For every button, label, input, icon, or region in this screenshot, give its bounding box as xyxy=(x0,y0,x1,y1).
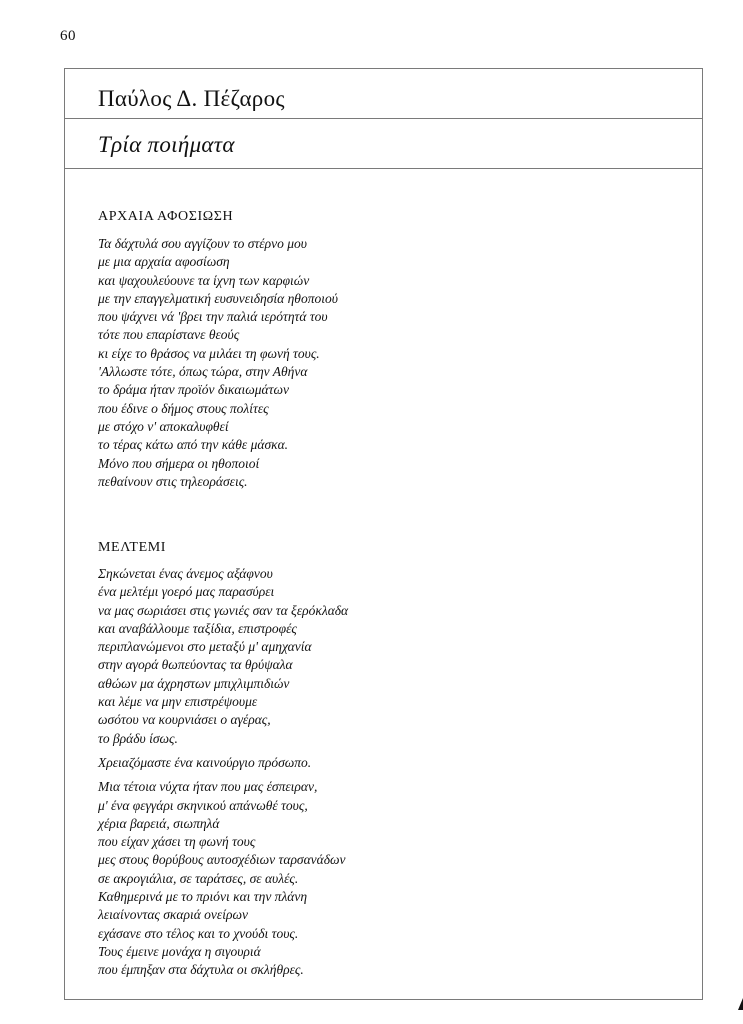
poem-line: το τέρας κάτω από την κάθε μάσκα. xyxy=(98,437,289,453)
poem-line: κι είχε το θράσος να μιλάει τη φωνή τους. xyxy=(98,345,320,361)
poem-2-body xyxy=(98,565,348,980)
poem-line: τότε που επαρίστανε θεούς xyxy=(98,327,240,343)
poem-line: Καθημερινά με το πριόνι και την πλάνη xyxy=(98,889,308,905)
author-band xyxy=(65,69,702,119)
poem-line: αθώων μα άχρηστων μπιχλιμπιδιών xyxy=(98,675,290,691)
poem-1-heading: ΑΡΧΑΙΑ ΑΦΟΣΙΩΣΗ xyxy=(98,209,234,224)
title-band xyxy=(65,119,702,169)
poem-line: που ψάχνει νά 'βρει την παλιά ιερότητά του xyxy=(98,309,328,325)
poem-line: που είχαν χάσει τη φωνή τους xyxy=(98,834,256,850)
poem-line: 'Αλλωστε τότε, όπως τώρα, στην Αθήνα xyxy=(98,364,308,380)
poem-line: Τα δάχτυλά σου αγγίζουν το στέρνο μου xyxy=(98,236,307,251)
poem-line: και αναβάλλουμε ταξίδια, επιστροφές xyxy=(98,620,297,636)
poem-line: μες στους θορύβους αυτοσχέδιων ταρσανάδων xyxy=(98,852,346,868)
page-corner-mark xyxy=(738,998,743,1010)
poem-line: με στόχο ν' αποκαλυφθεί xyxy=(98,418,229,434)
poem-2-heading: ΜΕΛΤΕΜΙ xyxy=(98,540,167,555)
poem-line: ένα μελτέμι γοερό μας παρασύρει xyxy=(98,584,275,600)
poem-line: σε ακρογιάλια, σε ταράτσες, σε αυλές. xyxy=(98,870,299,886)
content-frame xyxy=(64,68,703,1000)
poem-line: το βράδυ ίσως. xyxy=(98,730,178,746)
poem-line: μ' ένα φεγγάρι σκηνικού απάνωθέ τους, xyxy=(98,797,308,813)
poem-line: Μια τέτοια νύχτα ήταν που μας έσπειραν, xyxy=(98,779,318,795)
poem-1-body xyxy=(98,235,338,491)
poem-line: με μια αρχαία αφοσίωση xyxy=(98,254,230,270)
poem-line: και λέμε να μην επιστρέψουμε xyxy=(98,694,258,710)
page-number: 60 xyxy=(60,28,76,44)
poem-line: που έμπηξαν στα δάχτυλα οι σκλήθρες. xyxy=(98,962,304,978)
poem-line: να μας σωριάσει στις γωνιές σαν τα ξερόκλαδα xyxy=(98,602,349,618)
poem-line: Μόνο που σήμερα οι ηθοποιοί xyxy=(98,455,260,471)
poem-line: στην αγορά θωπεύοντας τα θρύψαλα xyxy=(98,657,293,673)
author-name: Παύλος Δ. Πέζαρος xyxy=(98,86,285,111)
poem-line: ωσότου να κουρνιάσει ο αγέρας, xyxy=(98,712,271,728)
poem-line: χέρια βαρειά, σιωπηλά xyxy=(98,815,220,831)
poem-line: το δράμα ήταν προϊόν δικαιωμάτων xyxy=(98,382,289,398)
collection-title: Τρία ποιήματα xyxy=(98,132,235,157)
poem-line: και ψαχουλεύουνε τα ίχνη των καρφιών xyxy=(98,272,310,288)
poem-line: που έδινε ο δήμος στους πολίτες xyxy=(98,400,269,416)
poem-line: Τους έμεινε μονάχα η σιγουριά xyxy=(98,943,261,959)
poem-line: εχάσανε στο τέλος και το χνούδι τους. xyxy=(98,925,299,941)
poem-line: πεθαίνουν στις τηλεοράσεις. xyxy=(98,473,248,489)
poem-line: Χρειαζόμαστε ένα καινούργιο πρόσωπο. xyxy=(98,754,312,770)
poem-line: λειαίνοντας σκαριά ονείρων xyxy=(98,907,248,923)
poem-line: Σηκώνεται ένας άνεμος αξάφνου xyxy=(98,566,273,581)
poem-line: με την επαγγελματική ευσυνειδησία ηθοποιού xyxy=(98,290,338,306)
poem-line: περιπλανώμενοι στο μεταξύ μ' αμηχανία xyxy=(98,639,312,655)
